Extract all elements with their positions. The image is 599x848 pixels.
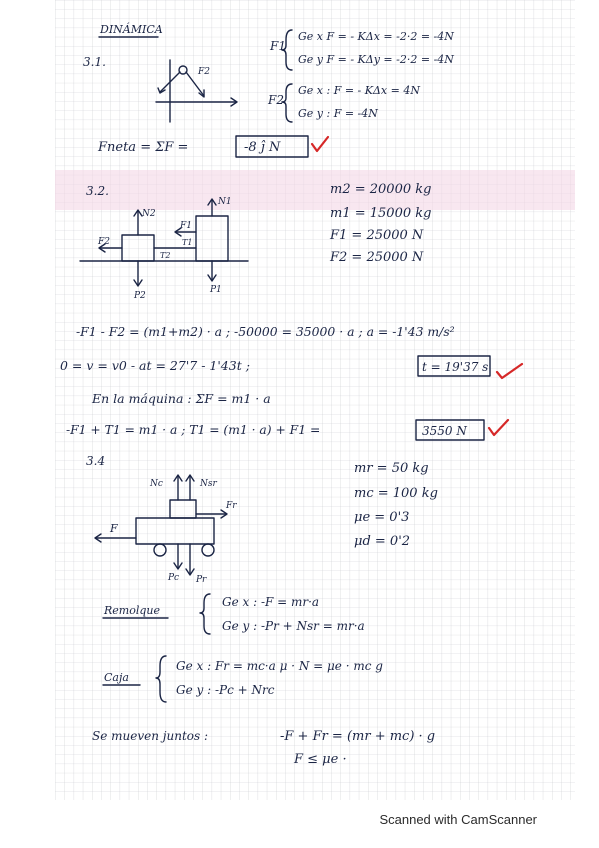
caja-label: Caja bbox=[104, 671, 129, 684]
given-m1: m1 = 15000 kg bbox=[330, 206, 432, 221]
remolque-gex: Ge x : -F = mr·a bbox=[222, 595, 320, 609]
label-pr: Pr bbox=[196, 575, 207, 585]
remolque-gey: Ge y : -Pr + Nsr = mr·a bbox=[222, 619, 365, 633]
given-mr: mr = 50 kg bbox=[354, 461, 429, 476]
figure-label-f2: F2 bbox=[198, 67, 210, 77]
f1-gey-equation: Ge y F = - KΔy = -2·2 = -4N bbox=[298, 53, 454, 66]
label-t1: T1 bbox=[182, 238, 193, 247]
result-tension: 3550 N bbox=[422, 424, 467, 438]
label-n1: N1 bbox=[218, 197, 232, 207]
caja-gex: Ge x : Fr = mc·a μ · N = μe · mc g bbox=[176, 659, 383, 673]
equation-machine: En la máquina : ΣF = m1 · a bbox=[92, 391, 271, 406]
juntos-equation-2: F ≤ μe · bbox=[294, 752, 347, 767]
equation-tension: -F1 + T1 = m1 · a ; T1 = (m1 · a) + F1 = bbox=[66, 423, 321, 437]
given-mu-e: μe = 0'3 bbox=[354, 510, 410, 525]
given-f1: F1 = 25000 N bbox=[330, 228, 424, 243]
label-f1: F1 bbox=[180, 221, 192, 231]
juntos-label: Se mueven juntos : bbox=[92, 729, 209, 743]
f1-gex-equation: Ge x F = - KΔx = -2·2 = -4N bbox=[298, 30, 454, 43]
scanner-text: Scanned with CamScanner bbox=[379, 812, 537, 827]
label-nc: Nc bbox=[150, 479, 163, 489]
label-f2: F2 bbox=[98, 237, 110, 247]
remolque-label: Remolque bbox=[104, 604, 160, 617]
label-pc: Pc bbox=[168, 573, 180, 583]
caja-gey: Ge y : -Pc + Nrc bbox=[176, 683, 275, 697]
label-n2: N2 bbox=[142, 209, 156, 219]
f2-gex-equation: Ge x : F = - KΔx = 4N bbox=[298, 84, 420, 97]
problem-number-3-2: 3.2. bbox=[86, 184, 109, 198]
juntos-equation-1: -F + Fr = (mr + mc) · g bbox=[280, 729, 436, 744]
label-p1: P1 bbox=[210, 285, 222, 295]
given-mc: mc = 100 kg bbox=[354, 486, 438, 501]
equation-acceleration: -F1 - F2 = (m1+m2) · a ; -50000 = 35000 · a ; a = -1'43 m/s² bbox=[76, 324, 455, 339]
highlight-band bbox=[55, 170, 575, 210]
given-f2: F2 = 25000 N bbox=[330, 250, 424, 265]
label-t2: T2 bbox=[160, 251, 171, 260]
f1-block-label: F1 bbox=[270, 39, 286, 53]
given-m2: m2 = 20000 kg bbox=[330, 182, 432, 197]
page-title: DINÁMICA bbox=[100, 23, 163, 36]
problem-number-3-4: 3.4 bbox=[86, 454, 106, 468]
scanner-watermark bbox=[0, 812, 599, 827]
given-mu-d: μd = 0'2 bbox=[354, 534, 411, 549]
result-time: t = 19'37 s bbox=[422, 360, 489, 374]
label-f: F bbox=[110, 522, 118, 535]
label-fr: Fr bbox=[226, 501, 237, 511]
label-p2: P2 bbox=[134, 291, 146, 301]
equation-time: 0 = v = v0 - at = 27'7 - 1'43t ; bbox=[60, 358, 250, 373]
problem-number-3-1: 3.1. bbox=[83, 55, 106, 69]
net-force-label: Fneta = ΣF = bbox=[98, 140, 189, 155]
f2-gey-equation: Ge y : F = -4N bbox=[298, 107, 378, 120]
f2-block-label: F2 bbox=[268, 93, 284, 107]
label-nsr: Nsr bbox=[200, 479, 217, 489]
net-force-value: -8 ĵ N bbox=[244, 140, 281, 155]
